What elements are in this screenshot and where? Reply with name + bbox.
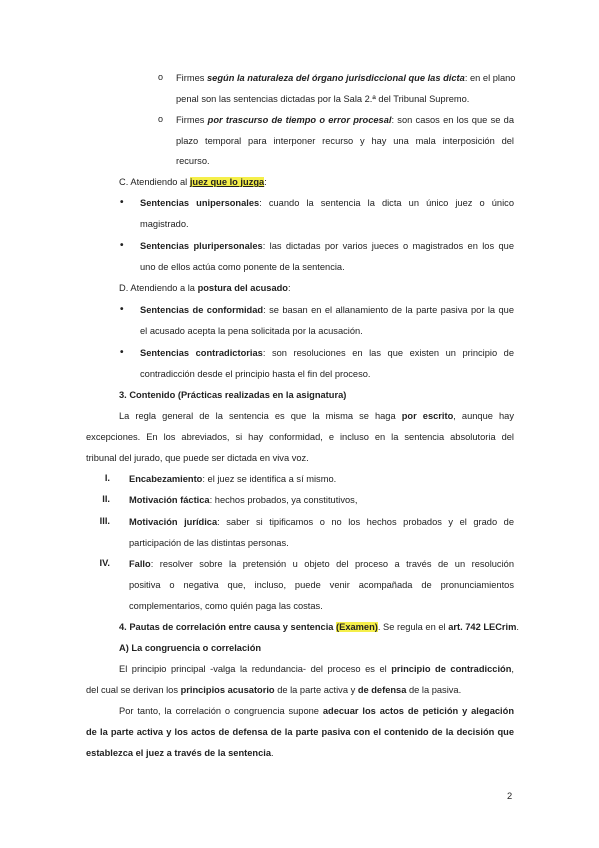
text: del cual se derivan los (86, 685, 181, 695)
contradictorias-line1 (140, 347, 514, 359)
emphasis: principios acusatorio (180, 685, 275, 695)
portanto-line1 (119, 705, 514, 717)
heading-3: 3. Contenido (Prácticas realizadas en la asignatura) (119, 390, 347, 400)
emphasis: adecuar los actos de petición y alegación (322, 706, 515, 716)
pluripersonales-line1 (140, 240, 514, 252)
pluripersonales-line2: uno de ellos actúa como ponente de la sentencia. (140, 262, 345, 272)
circle-bullet: o (158, 72, 164, 82)
roman-item-3-line2: participación de las distintas personas. (129, 538, 289, 548)
text: Firmes (176, 73, 207, 83)
emphasis: de defensa (357, 685, 407, 695)
conformidad-line2: el acusado acepta la pena solicitada por la acusación. (140, 326, 363, 336)
roman-numeral: II. (102, 494, 110, 504)
law-reference: art. 742 LECrim (448, 622, 517, 632)
roman-item-1 (129, 473, 336, 485)
term: Encabezamiento (129, 474, 203, 484)
regla-line3: tribunal del jurado, que puede ser dictada en viva voz. (86, 453, 309, 463)
text: D. Atendiendo a la (119, 283, 198, 293)
roman-numeral: I. (104, 473, 110, 483)
text: : son casos en los que se da (391, 115, 514, 125)
contradictorias-line2: contradicción desde el principio hasta el fin del proceso. (140, 369, 371, 379)
page-number: 2 (507, 791, 513, 801)
text: , aunque hay (453, 411, 515, 421)
term: Sentencias de conformidad (140, 305, 264, 315)
text: . (271, 748, 274, 758)
unipersonales-line1 (140, 197, 514, 209)
emphasis: según la naturaleza del órgano jurisdiccional que las dicta (207, 73, 465, 83)
highlight: (Examen) (336, 622, 378, 632)
term: Fallo (129, 559, 151, 569)
text: , (511, 664, 514, 674)
unipersonales-line2: magistrado. (140, 219, 189, 229)
text: Por tanto, la correlación o congruencia supone (119, 706, 323, 716)
heading-4 (119, 621, 519, 633)
text: : las dictadas por varios jueces o magistrados en los que (262, 241, 514, 251)
text: . Se regula en el (377, 622, 449, 632)
text: : cuando la sentencia la dicta un único juez o único (259, 198, 514, 208)
section-c (119, 176, 267, 188)
emphasis: por escrito (401, 411, 454, 421)
roman-numeral: III. (99, 516, 110, 526)
text: : el juez se identifica a sí mismo. (202, 474, 337, 484)
text: : se basan en el allanamiento de la parte pasiva por la que (263, 305, 514, 315)
roman-numeral: IV. (99, 558, 110, 568)
roman-item-4-line3: complementarios, como quién paga las costas. (129, 601, 323, 611)
bullet-dot: • (120, 347, 124, 358)
conformidad-line1 (140, 304, 514, 316)
emphasis: principio de contradicción (391, 664, 512, 674)
term: Motivación fáctica (129, 495, 210, 505)
regla-line2: excepciones. En los abreviados, si hay conformidad, e incluso en la sentencia absolutoria del (86, 432, 514, 442)
text: . (516, 622, 519, 632)
bullet-dot: • (120, 240, 124, 251)
text: : hechos probados, ya constitutivos, (209, 495, 358, 505)
term: Sentencias unipersonales (140, 198, 260, 208)
roman-item-2 (129, 494, 357, 506)
circle-bullet: o (158, 114, 164, 124)
regla-line1 (119, 410, 514, 422)
text: de la parte activa y (274, 685, 358, 695)
roman-item-3-line1 (129, 516, 514, 528)
firmes-organo-line1 (176, 72, 514, 84)
text: C. Atendiendo al (119, 177, 190, 187)
heading-a: A) La congruencia o correlación (119, 643, 262, 653)
roman-item-4-line1 (129, 558, 514, 570)
principio-line1 (119, 663, 514, 675)
text: : (288, 283, 291, 293)
heading-text: 4. Pautas de correlación entre causa y sentencia (119, 622, 337, 632)
firmes-plazo-line2: plazo temporal para interponer recurso y hay una mala interposición del (176, 136, 514, 146)
term: Motivación jurídica (129, 517, 218, 527)
emphasis: postura del acusado (197, 283, 288, 293)
firmes-organo-line2: penal son las sentencias dictadas por la Sala 2.ª del Tribunal Supremo. (176, 94, 470, 104)
term: Sentencias pluripersonales (140, 241, 263, 251)
text: : resolver sobre la pretensión u objeto del proceso a través de un resolución (150, 559, 514, 569)
text: : son resoluciones en las que existen un principio de (262, 348, 515, 358)
roman-item-4-line2: positiva o negativa que, incluso, puede venir acompañada de pronunciamientos (129, 580, 514, 590)
text: de la pasiva. (406, 685, 462, 695)
bullet-dot: • (120, 197, 124, 208)
text: La regla general de la sentencia es que la misma se haga (119, 411, 402, 421)
firmes-plazo-line3: recurso. (176, 156, 210, 166)
text: El principio principal -valga la redundancia- del proceso es el (119, 664, 392, 674)
principio-line2 (86, 684, 461, 696)
text: : (264, 177, 267, 187)
portanto-line2: de la parte activa y los actos de defensa de la parte pasiva con el contenido de la decisión que (86, 727, 514, 737)
term: Sentencias contradictorias (140, 348, 263, 358)
emphasis: establezca el juez a través de la sentencia (86, 748, 272, 758)
highlight: juez que lo juzga (189, 177, 265, 187)
text: : en el plano (464, 73, 516, 83)
text: : saber si tipificamos o no los hechos probados y el grado de (217, 517, 514, 527)
text: Firmes (176, 115, 208, 125)
section-d (119, 282, 291, 294)
bullet-dot: • (120, 304, 124, 315)
portanto-line3 (86, 747, 274, 759)
firmes-plazo-line1 (176, 114, 514, 126)
emphasis: por trascurso de tiempo o error procesal (207, 115, 392, 125)
